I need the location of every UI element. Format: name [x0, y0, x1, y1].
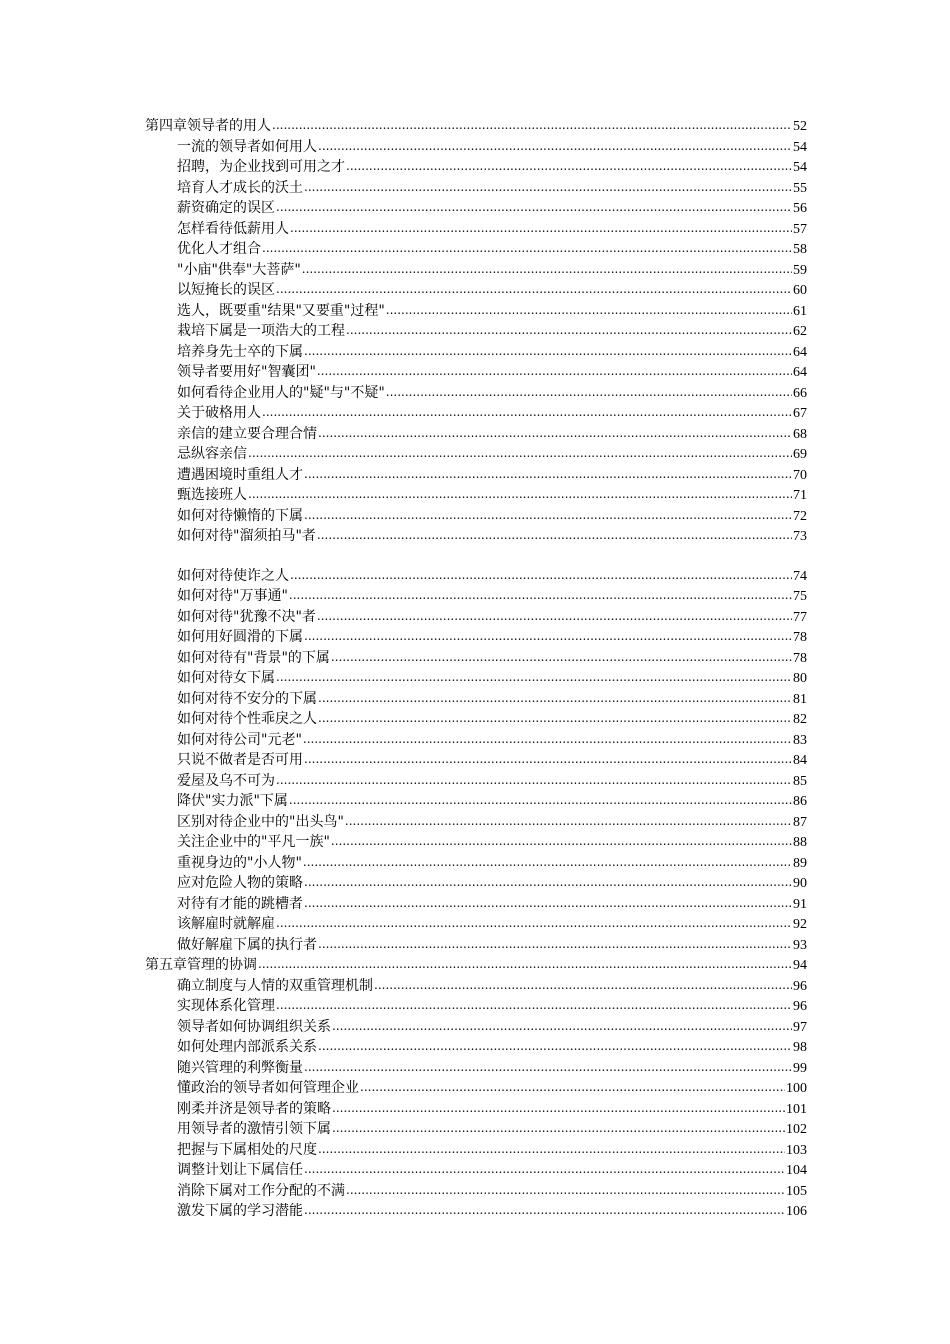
toc-entry-title: 刚柔并济是领导者的策略 [177, 1100, 331, 1117]
toc-page-number: 75 [793, 589, 807, 604]
toc-entry-title: 怎样看待低薪用人 [177, 220, 289, 237]
dot-leader [318, 688, 792, 709]
dot-leader [304, 749, 792, 770]
toc-section-entry[interactable] [145, 301, 807, 322]
dot-leader [331, 647, 792, 668]
toc-page-number: 85 [793, 773, 807, 789]
toc-section-entry[interactable] [145, 526, 807, 547]
dot-leader [304, 341, 792, 362]
dot-leader [318, 708, 792, 729]
toc-entry-title: 应对危险人物的策略 [177, 875, 303, 891]
toc-section-entry[interactable] [145, 1160, 807, 1181]
toc-section-entry[interactable] [145, 321, 807, 342]
dot-leader [289, 790, 792, 811]
dot-leader [346, 156, 792, 177]
toc-entry-title: 忌纵容亲信 [177, 446, 247, 462]
dot-leader [276, 667, 792, 688]
toc-section-entry[interactable] [145, 383, 807, 404]
dot-leader [303, 729, 792, 750]
dot-leader [262, 402, 792, 423]
toc-entry-title: 领导者要用好"智囊团" [177, 364, 316, 380]
toc-page-number: 96 [793, 999, 807, 1014]
toc-page-number: 81 [793, 691, 807, 707]
toc-entry-title: 如何处理内部派系关系 [177, 1039, 317, 1055]
dot-leader [276, 279, 792, 300]
toc-page-number: 70 [793, 467, 807, 483]
toc-entry-title: 甄选接班人 [177, 487, 247, 503]
toc-section-entry[interactable] [145, 1119, 807, 1140]
toc-page-number: 83 [793, 732, 807, 748]
toc-entry-title: 培育人才成长的沃土 [177, 179, 303, 196]
toc-entry-title: 招聘，为企业找到可用之才 [177, 159, 345, 175]
toc-section-entry[interactable] [145, 996, 807, 1017]
toc-page-number: 86 [793, 794, 807, 809]
toc-page-number: 71 [793, 488, 807, 503]
toc-entry-title: 对待有才能的跳槽者 [177, 895, 303, 912]
toc-entry-title: 如何对待有"背景"的下属 [177, 649, 330, 666]
dot-leader [317, 361, 792, 382]
toc-page-number: 64 [793, 365, 807, 380]
dot-leader [276, 995, 792, 1016]
toc-page-number: 89 [793, 855, 807, 871]
toc-page-number: 98 [793, 1040, 807, 1055]
toc-page-number: 64 [793, 344, 807, 360]
toc-entry-title: 如何对待不安分的下属 [177, 690, 317, 707]
toc-page-number: 54 [793, 139, 807, 155]
toc-entry-title: 关于破格用人 [177, 405, 261, 421]
toc-entry-title: 用领导者的激情引领下属 [177, 1121, 331, 1137]
dot-leader [248, 484, 792, 505]
toc-section-entry[interactable] [145, 219, 807, 240]
toc-page-number: 100 [786, 1081, 807, 1096]
dot-leader [318, 136, 792, 157]
toc-entry-title: 第五章管理的协调 [145, 957, 257, 973]
toc-section-entry[interactable] [145, 935, 807, 956]
toc-entry-title: 调整计划让下属信任 [177, 1162, 303, 1178]
toc-page-number: 101 [786, 1101, 807, 1117]
toc-section-entry[interactable] [145, 1201, 807, 1222]
toc-entry-title: 培养身先士卒的下属 [177, 343, 303, 360]
toc-section-entry[interactable] [145, 812, 807, 833]
toc-section-entry[interactable] [145, 976, 807, 997]
toc-entry-title: 只说不做者是否可用 [177, 752, 303, 768]
toc-page-number: 56 [793, 201, 807, 216]
toc-entry-title: 确立制度与人情的双重管理机制 [177, 977, 373, 994]
toc-page-number: 62 [793, 324, 807, 339]
dot-leader [318, 934, 792, 955]
toc-section-entry[interactable] [145, 1099, 807, 1120]
toc-chapter-entry[interactable] [145, 955, 807, 976]
toc-entry-title: 亲信的建立要合理合情 [177, 425, 317, 442]
toc-section-entry[interactable] [145, 178, 807, 199]
dot-leader [290, 565, 792, 586]
toc-section-entry[interactable] [145, 791, 807, 812]
toc-entry-title: 如何对待"万事通" [177, 588, 288, 604]
toc-section-entry[interactable] [145, 627, 807, 648]
toc-section-entry[interactable] [145, 137, 807, 158]
dot-leader [304, 872, 792, 893]
toc-section-entry[interactable] [145, 894, 807, 915]
dot-leader [304, 464, 792, 485]
toc-section-entry[interactable] [145, 586, 807, 607]
dot-leader [304, 626, 792, 647]
toc-section-entry[interactable] [145, 424, 807, 445]
toc-section-entry[interactable] [145, 750, 807, 771]
dot-leader [276, 197, 792, 218]
toc-page-number: 69 [793, 447, 807, 462]
toc-page-number: 78 [793, 650, 807, 666]
toc-entry-title: 如何对待"犹豫不决"者 [177, 608, 316, 625]
dot-leader [262, 238, 792, 259]
toc-page-number: 57 [793, 221, 807, 237]
toc-entry-title: 第四章领导者的用人 [145, 118, 271, 134]
dot-leader [276, 913, 792, 934]
toc-page-number: 91 [793, 896, 807, 912]
toc-page-number: 68 [793, 426, 807, 442]
toc-section-entry[interactable] [145, 648, 807, 669]
toc-page-number: 67 [793, 406, 807, 421]
toc-page-number: 97 [793, 1019, 807, 1035]
toc-entry-title: 懂政治的领导者如何管理企业 [177, 1080, 359, 1096]
toc-entry-title: 做好解雇下属的执行者 [177, 936, 317, 953]
dot-leader [318, 1036, 792, 1057]
toc-page-number: 72 [793, 508, 807, 524]
dot-leader [304, 1200, 785, 1221]
toc-section-entry[interactable] [145, 444, 807, 465]
dot-leader [304, 505, 792, 526]
toc-page-number: 99 [793, 1060, 807, 1076]
toc-section-entry[interactable] [145, 730, 807, 751]
toc-page-number: 59 [793, 262, 807, 278]
toc-page-number: 52 [793, 119, 807, 134]
dot-leader [302, 259, 792, 280]
dot-leader [317, 525, 792, 546]
toc-section-entry[interactable] [145, 1140, 807, 1161]
dot-leader [248, 443, 792, 464]
dot-leader [318, 423, 792, 444]
toc-page-number: 73 [793, 529, 807, 544]
toc-page-number: 66 [793, 385, 807, 401]
toc-section-entry[interactable] [145, 566, 807, 587]
dot-leader [289, 585, 792, 606]
dot-leader [318, 1139, 785, 1160]
dot-leader [304, 1159, 785, 1180]
toc-section-entry[interactable] [145, 280, 807, 301]
toc-entry-title: 把握与下属相处的尺度 [177, 1141, 317, 1158]
dot-leader [258, 954, 792, 975]
toc-page-number: 96 [793, 978, 807, 994]
toc-entry-title: 栽培下属是一项浩大的工程 [177, 323, 345, 339]
toc-page-number: 78 [793, 630, 807, 645]
dot-leader [345, 811, 792, 832]
toc-section-entry[interactable] [145, 239, 807, 260]
toc-section-entry[interactable] [145, 853, 807, 874]
toc-entry-title: 如何对待"溜须拍马"者 [177, 528, 316, 544]
dot-leader [374, 975, 792, 996]
toc-entry-title: 如何用好圆滑的下属 [177, 629, 303, 645]
toc-page-number: 92 [793, 917, 807, 932]
toc-entry-title: 如何对待使诈之人 [177, 567, 289, 584]
toc-entry-title: 如何看待企业用人的"疑"与"不疑" [177, 384, 385, 401]
dot-leader [303, 852, 792, 873]
toc-section-entry[interactable] [145, 506, 807, 527]
toc-entry-title: 薪资确定的误区 [177, 200, 275, 216]
dot-leader [332, 1118, 785, 1139]
toc-entry-title: 爱屋及乌不可为 [177, 772, 275, 789]
dot-leader [290, 218, 792, 239]
toc-section-entry[interactable] [145, 689, 807, 710]
dot-leader [346, 320, 792, 341]
dot-leader [276, 770, 792, 791]
toc-entry-title: 遭遇困境时重组人才 [177, 466, 303, 483]
table-of-contents [145, 116, 807, 1222]
toc-section-entry[interactable] [145, 465, 807, 486]
toc-section-entry[interactable] [145, 485, 807, 506]
toc-page-number: 82 [793, 712, 807, 727]
toc-entry-title: 领导者如何协调组织关系 [177, 1018, 331, 1035]
toc-page-number: 87 [793, 814, 807, 830]
toc-section-entry[interactable] [145, 342, 807, 363]
toc-page-number: 60 [793, 283, 807, 298]
toc-section-entry[interactable] [145, 771, 807, 792]
toc-page-number: 90 [793, 876, 807, 891]
dot-leader [317, 606, 792, 627]
toc-page-number: 55 [793, 180, 807, 196]
toc-entry-title: 随兴管理的利弊衡量 [177, 1059, 303, 1076]
dot-leader [360, 1077, 785, 1098]
toc-page-number: 58 [793, 242, 807, 257]
toc-page-number: 77 [793, 609, 807, 625]
toc-page-number: 102 [786, 1122, 807, 1137]
toc-page-number: 84 [793, 753, 807, 768]
toc-page-number: 88 [793, 835, 807, 850]
toc-section-entry[interactable] [145, 198, 807, 219]
dot-leader [332, 1016, 792, 1037]
toc-page-number: 103 [786, 1142, 807, 1158]
toc-chapter-entry[interactable] [145, 116, 807, 137]
toc-section-entry[interactable] [145, 1058, 807, 1079]
toc-entry-title: 一流的领导者如何用人 [177, 138, 317, 155]
dot-leader [304, 1057, 792, 1078]
toc-entry-title: 如何对待公司"元老" [177, 731, 302, 748]
dot-leader [331, 831, 792, 852]
toc-entry-title: 如何对待个性乖戾之人 [177, 711, 317, 727]
toc-section-entry[interactable] [145, 709, 807, 730]
toc-entry-title: 以短掩长的误区 [177, 282, 275, 298]
toc-section-entry[interactable] [145, 607, 807, 628]
toc-entry-title: 如何对待女下属 [177, 670, 275, 686]
toc-page-number: 106 [786, 1204, 807, 1219]
toc-entry-title: 如何对待懒惰的下属 [177, 507, 303, 524]
toc-section-entry[interactable] [145, 260, 807, 281]
toc-page-number: 94 [793, 958, 807, 973]
toc-page-number: 74 [793, 568, 807, 584]
toc-entry-title: 关注企业中的"平凡一族" [177, 834, 330, 850]
toc-entry-title: 消除下属对工作分配的不满 [177, 1182, 345, 1199]
toc-page-number: 61 [793, 303, 807, 319]
toc-section-entry[interactable] [145, 1017, 807, 1038]
toc-page-number: 93 [793, 937, 807, 953]
toc-section-entry[interactable] [145, 668, 807, 689]
toc-section-entry[interactable] [145, 832, 807, 853]
toc-page-number: 104 [786, 1163, 807, 1178]
toc-entry-title: 实现体系化管理 [177, 998, 275, 1014]
toc-section-entry[interactable] [145, 1078, 807, 1099]
toc-section-entry[interactable] [145, 1037, 807, 1058]
toc-section-entry[interactable] [145, 873, 807, 894]
dot-leader [346, 1180, 785, 1201]
toc-section-entry[interactable] [145, 914, 807, 935]
toc-section-entry[interactable] [145, 403, 807, 424]
toc-page-number: 105 [786, 1183, 807, 1199]
toc-page-number: 80 [793, 671, 807, 686]
dot-leader [272, 115, 792, 136]
toc-entry-title: 选人，既要重"结果"又要重"过程" [177, 302, 385, 319]
toc-entry-title: "小庙"供奉"大菩萨" [177, 261, 301, 278]
dot-leader [304, 177, 792, 198]
toc-section-entry[interactable] [145, 362, 807, 383]
toc-entry-title: 该解雇时就解雇 [177, 916, 275, 932]
dot-leader [332, 1098, 785, 1119]
toc-page-number: 54 [793, 160, 807, 175]
toc-section-entry[interactable] [145, 1181, 807, 1202]
dot-leader [386, 300, 792, 321]
toc-entry-title: 降伏"实力派"下属 [177, 793, 288, 809]
dot-leader [304, 893, 792, 914]
toc-entry-title: 区别对待企业中的"出头鸟" [177, 813, 344, 830]
toc-entry-title: 优化人才组合 [177, 241, 261, 257]
toc-entry-title: 激发下属的学习潜能 [177, 1203, 303, 1219]
toc-section-entry[interactable] [145, 157, 807, 178]
dot-leader [386, 382, 792, 403]
toc-entry-title: 重视身边的"小人物" [177, 854, 302, 871]
